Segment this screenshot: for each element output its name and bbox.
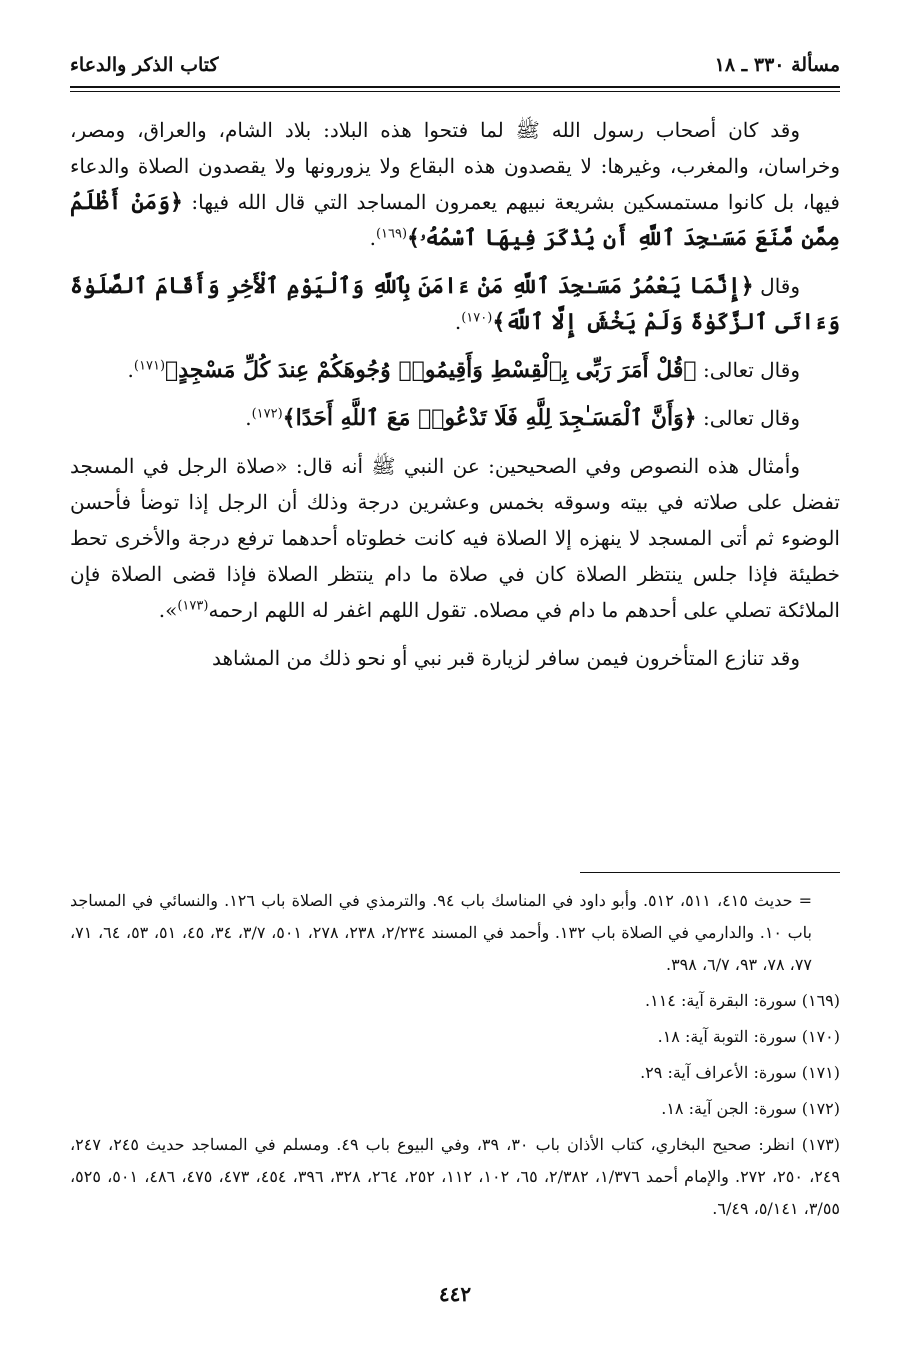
footnote-ref: (١٧٢) — [251, 406, 283, 422]
footnote-172: (١٧٢) سورة: الجن آية: ١٨. — [661, 1099, 840, 1118]
continuation-marker: = — [798, 891, 813, 910]
paragraph-4: وقال تعالى: ﴿وَأَنَّ ٱلْمَسَـٰجِدَ لِلَّهِ فَلَا تَدْعُوا۟ مَعَ ٱللَّهِ أَحَدًا﴾$^{(١٧٢)}$. — [245, 405, 800, 431]
footnote-170: (١٧٠) سورة: التوبة آية: ١٨. — [657, 1027, 840, 1046]
header-issue-number: مسألة ٣٣٠ ـ ١٨ — [714, 54, 840, 76]
paragraph-3: وقال تعالى: ﴿قُلْ أَمَرَ رَبِّى بِٱلْقِسْطِ وَأَقِيمُوا۟ وُجُوهَكُمْ عِندَ كُلِّ مَسْجِدٍ﴾$^{(١٧١)}$. — [127, 357, 800, 383]
paragraph-5: وأمثال هذه النصوص وفي الصحيحين: عن النبي ﷺ أنه قال: «صلاة الرجل في المسجد تفضل على صلاته في بيته وسوقه بخمس وعشرين درجة وذلك أن الرجل إذا توضأ فأحسن الوضوء ثم أتى المسجد لا ينهزه إلا الصلاة فيه كانت خطوتاه أحدهما ترفع درجة والأخرى تحط خطيئة فإذا جلس ينتظر الصلاة كان في صلاة ما دام ينتظر الصلاة فإذا قضى الصلاة فإن الملائكة تصلي على أحدهم ما دام في مصلاه. تقول اللهم اغفر له اللهم ارحمه$^{(١٧٣)}$». — [70, 454, 840, 622]
quran-verse: ﴿قُلْ أَمَرَ رَبِّى بِٱلْقِسْطِ وَأَقِيمُوا۟ وُجُوهَكُمْ عِندَ كُلِّ مَسْجِدٍ﴾ — [165, 357, 697, 383]
footnote-173: (١٧٣) انظر: صحيح البخاري، كتاب الأذان باب ٣٠، ٣٩، وفي البيوع باب ٤٩. ومسلم في المساجد حديث ٢٤٥، ٢٤٧، ٢٤٩، ٢٥٠، ٢٧٢. والإمام أحمد ١/٣٧٦، ٢/٣٨٢، ٦٥، ١٠٢، ١١٢، ٢٥٢، ٢٦٤، ٣٢٨، ٣٩٦، ٤٥٤، ٤٧٣، ٤٧٥، ٤٨٦، ٥٠١، ٥٢٥، ٣/٥٥، ٥/١٤١، ٦/٤٩. — [70, 1135, 841, 1218]
footnote-ref: (١٧١) — [133, 358, 166, 374]
quran-verse: ﴿إِنَّمَا يَعْمُرُ مَسَـٰجِدَ ٱللَّهِ مَنْ ءَامَنَ بِٱللَّهِ وَٱلْيَوْمِ ٱلْأَخِرِ وَأَقَامَ ٱلصَّلَوٰةَ وَءَاتَى ٱلزَّكَوٰةَ وَلَمْ يَخْشَ إِلَّا ٱللَّهَ﴾ — [70, 273, 840, 335]
footnote-169: (١٦٩) سورة: البقرة آية: ١١٤. — [645, 991, 840, 1010]
paragraph-2: وقال ﴿إِنَّمَا يَعْمُرُ مَسَـٰجِدَ ٱللَّهِ مَنْ ءَامَنَ بِٱللَّهِ وَٱلْيَوْمِ ٱلْأَخِرِ وَأَقَامَ ٱلصَّلَوٰةَ وَءَاتَى ٱلزَّكَوٰةَ وَلَمْ يَخْشَ إِلَّا ٱللَّهَ﴾$^{(١٧٠)}$. — [70, 273, 840, 335]
footnotes — [70, 885, 840, 1229]
footnote-ref: (١٦٩) — [375, 226, 408, 242]
quran-verse: ﴿وَمَنْ أَظْلَمُ مِمَّن مَّنَعَ مَسَـٰجِدَ ٱللَّهِ أَن يُذْكَرَ فِيهَا ٱسْمُهُۥ﴾ — [70, 189, 840, 251]
header-rule-thin — [70, 91, 840, 92]
book-page — [70, 40, 840, 1320]
footnote-171: (١٧١) سورة: الأعراف آية: ٢٩. — [640, 1063, 840, 1082]
paragraph-6: وقد تنازع المتأخرون فيمن سافر لزيارة قبر نبي أو نحو ذلك من المشاهد — [211, 646, 800, 670]
page-number: ٤٤٢ — [438, 1282, 472, 1306]
footnote-continuation: = حديث ٤١٥، ٥١١، ٥١٢. وأبو داود في المناسك باب ٩٤. والترمذي في الصلاة باب ١٢٦. والنسائي في المساجد باب ١٠. والدارمي في الصلاة باب ١٣٢. وأحمد في المسند ٢/٢٣٤، ٢٣٨، ٢٧٨، ٥٠١، ٣/٧، ٣٤، ٤٥، ٥١، ٥٣، ٦٤، ٧١، ٧٧، ٧٨، ٩٣، ٦/٧، ٣٩٨. — [70, 891, 813, 974]
quran-verse: ﴿وَأَنَّ ٱلْمَسَـٰجِدَ لِلَّهِ فَلَا تَدْعُوا۟ مَعَ ٱللَّهِ أَحَدًا﴾ — [282, 405, 697, 431]
footnote-ref: (١٧٠) — [461, 310, 493, 326]
header-rule — [70, 86, 840, 88]
running-header — [70, 50, 840, 80]
header-book-title: كتاب الذكر والدعاء — [70, 54, 219, 76]
footnote-separator — [580, 872, 840, 873]
main-text — [70, 112, 840, 688]
paragraph-1: وقد كان أصحاب رسول الله ﷺ لما فتحوا هذه البلاد: بلاد الشام، والعراق، ومصر، وخراسان، والمغرب، وغيرها: لا يقصدون هذه البقاع ولا يزورونها ولا يقصدون الصلاة والدعاء فيها، بل كانوا مستمسكين بشريعة نبيهم يعمرون المساجد التي قال الله فيها: ﴿وَمَنْ أَظْلَمُ مِمَّن مَّنَعَ مَسَـٰجِدَ ٱللَّهِ أَن يُذْكَرَ فِيهَا ٱسْمُهُۥ﴾$^{(١٦٩)}$. — [70, 118, 840, 251]
footnote-ref: (١٧٣) — [177, 598, 209, 614]
